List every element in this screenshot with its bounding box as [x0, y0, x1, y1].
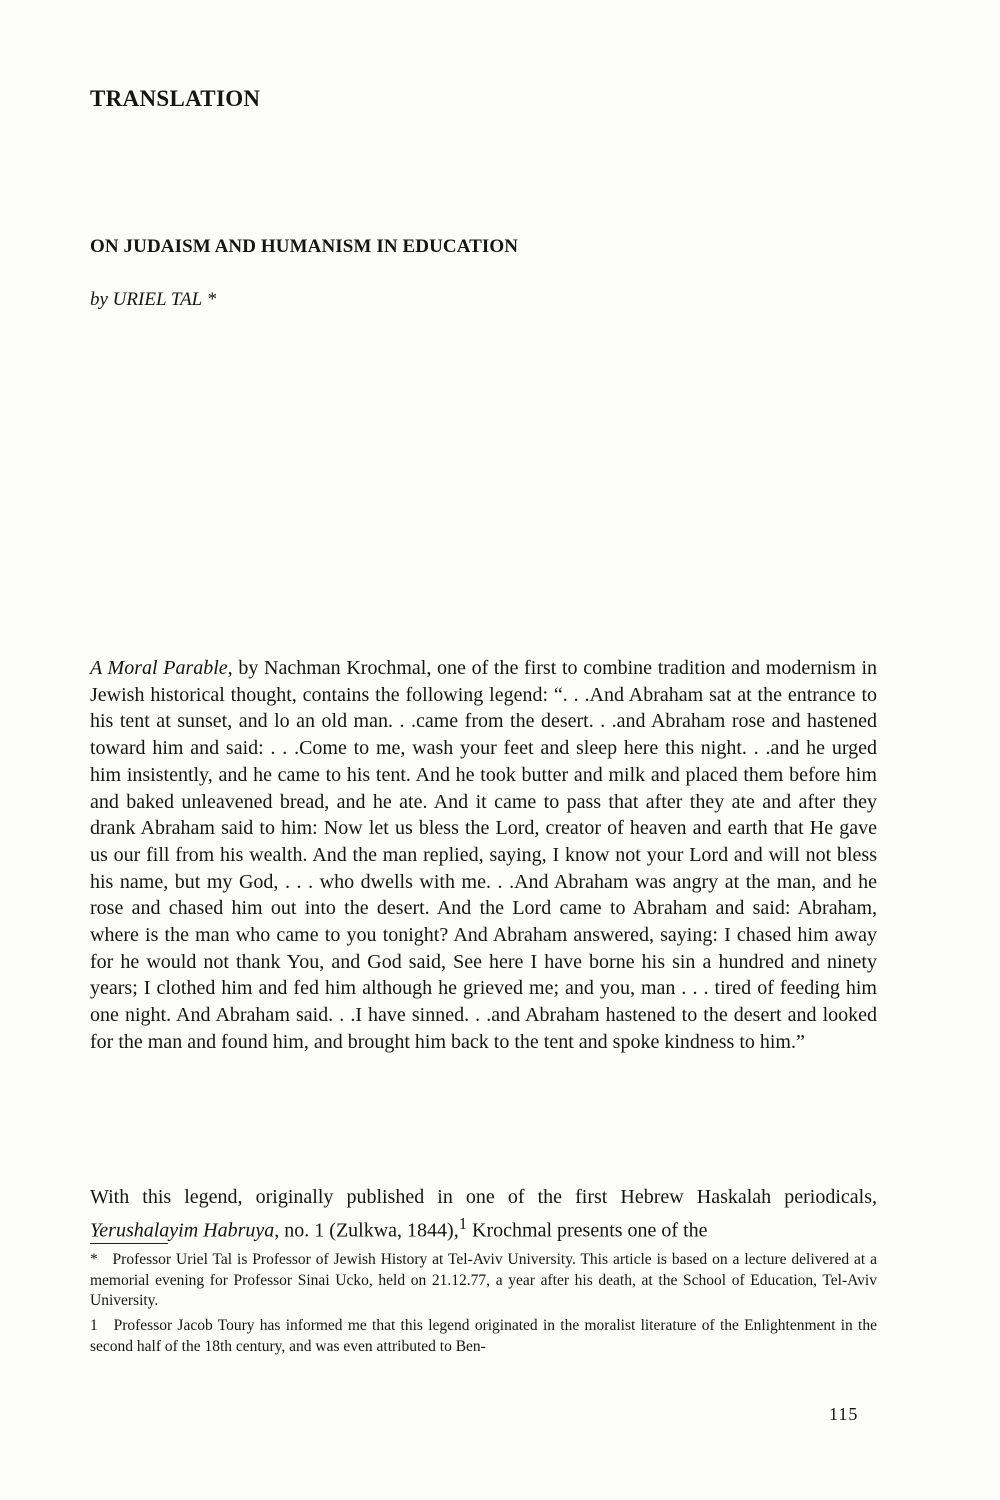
parable-title: A Moral Parable	[90, 657, 228, 679]
footnote-reference: 1	[458, 1213, 468, 1233]
footnote-1	[90, 1316, 877, 1357]
footnote-text: Professor Jacob Toury has informed me that this legend originated in the moralist literature of the Enlightenment in the second half of the 18th century, and was even attributed to Ben-	[90, 1317, 877, 1355]
context-tail: Krochmal presents one of the	[467, 1219, 708, 1242]
footnote-mark: *	[90, 1251, 98, 1268]
footnote-mark: 1	[90, 1317, 98, 1334]
parable-text: , by Nachman Krochmal, one of the first to combine tradition and modernism in Jewish historical thought, contains the following legend: “. . .And Abraham sat at the entrance to his tent at sunset, and lo an old man. . .came from the desert. . .and Abraham rose and hastened toward him and said: . . .Come to me, wash your feet and sleep here this night. . .and he urged him insistently, and he came to his tent. And he took butter and milk and placed them before him and baked unleavened bread, and he ate. And it came to pass that after they ate and after they drank Abraham said to him: Now let us bless the Lord, creator of heaven and earth that He gave us our fill from his wealth. And the man replied, saying, I know not your Lord and will not bless his name, but my God, . . . who dwells with me. . .And Abraham was angry at the man, and he rose and chased him out into the desert. And the Lord came to Abraham and said: Abraham, where is the man who came to you tonight? And Abraham answered, saying: I chased him away for he would not thank You, and God said, See here I have borne his sin a hundred and ninety years; I clothed him and fed him although he grieved me; and you, man . . . tired of feeding him one night. And Abraham said. . .I have sinned. . .and Abraham hastened to the desert and looked for the man and found him, and brought him back to the tent and spoke kindness to him.”	[90, 657, 877, 1053]
footnote-text: Professor Uriel Tal is Professor of Jewish History at Tel-Aviv University. This article is based on a lecture delivered at a memorial evening for Professor Sinai Ucko, held on 21.12.77, a year after his death, at the School of Education, Tel-Aviv University.	[90, 1251, 878, 1309]
periodical-title: Yerushalayim Habruya	[90, 1219, 275, 1242]
page-number: 115	[829, 1404, 859, 1424]
context-lead: With this legend, originally published in one of the first Hebrew Haskalah periodicals,	[90, 1186, 877, 1208]
author-byline: by URIEL TAL *	[90, 289, 217, 310]
paragraph-context	[90, 1184, 877, 1244]
periodical-issue: , no. 1 (Zulkwa, 1844),	[274, 1219, 459, 1242]
footnote-divider	[90, 1243, 168, 1244]
footnote-author	[90, 1250, 877, 1312]
section-label: TRANSLATION	[90, 86, 261, 111]
paragraph-parable	[90, 655, 877, 1056]
article-title: ON JUDAISM AND HUMANISM IN EDUCATION	[90, 236, 519, 257]
